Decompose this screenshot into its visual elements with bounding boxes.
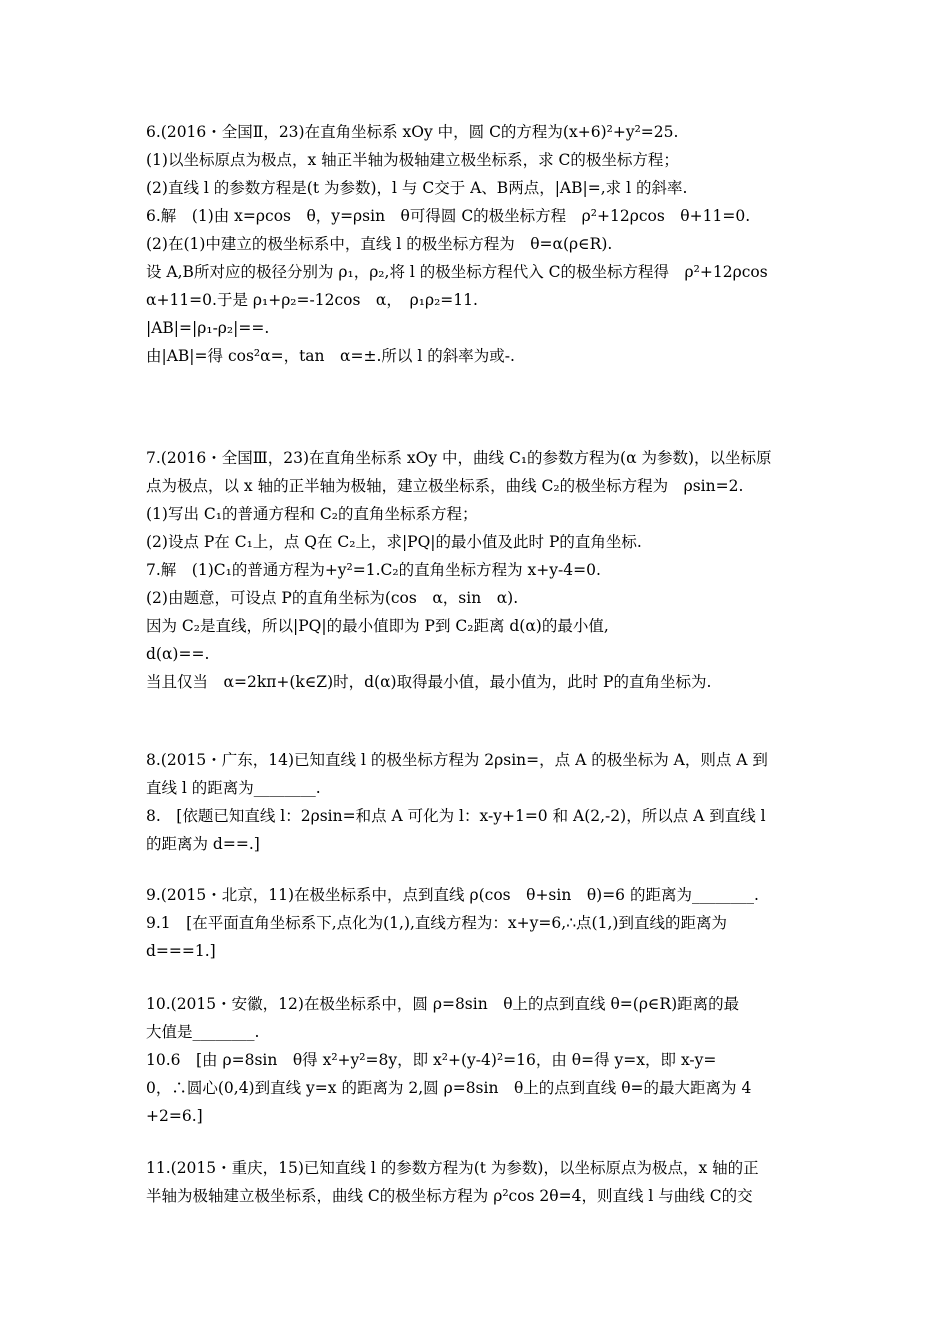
q8-answer-line: 8. [依题已知直线 l：2ρsin=和点 A 可化为 l：x-y+1=0 和 A(2,-2)，所以点 A 到直线 l	[146, 807, 766, 825]
q10-answer-line: 10.6 [由 ρ=8sin θ得 x²+y²=8y，即 x²+(y-4)²=16，由 θ=得 y=x，即 x-y=	[146, 1051, 717, 1069]
q10-answer-line: +2=6.]	[146, 1107, 203, 1125]
q9-answer-line: 9.1 [在平面直角坐标系下,点化为(1,),直线方程为：x+y=6,∴点(1,)到直线的距离为	[146, 914, 727, 932]
q11-title-cont: 半轴为极轴建立极坐标系，曲线 C的极坐标方程为 ρ²cos 2θ=4，则直线 l 与曲线 C的交	[146, 1187, 753, 1205]
q6-solution-line: 6.解 (1)由 x=ρcos θ，y=ρsin θ可得圆 C的极坐标方程 ρ²+12ρcos θ+11=0.	[146, 207, 751, 225]
q6-solution-line: α+11=0.于是 ρ₁+ρ₂=-12cos α， ρ₁ρ₂=11.	[146, 291, 478, 309]
q7-solution-line: 当且仅当 α=2kπ+(k∈Z)时，d(α)取得最小值，最小值为，此时 P的直角坐标为.	[146, 673, 712, 691]
q6-part2: (2)直线 l 的参数方程是(t 为参数)，l 与 C交于 A、B两点，|AB|=,求 l 的斜率.	[146, 179, 688, 197]
q7-part1: (1)写出 C₁的普通方程和 C₂的直角坐标系方程；	[146, 505, 478, 523]
q7-title-cont: 点为极点，以 x 轴的正半轴为极轴，建立极坐标系，曲线 C₂的极坐标方程为 ρsin=2.	[146, 477, 744, 495]
q6-title: 6.(2016・全国Ⅱ，23)在直角坐标系 xOy 中，圆 C的方程为(x+6)²+y²=25.	[146, 123, 679, 141]
q7-solution-line: 因为 C₂是直线，所以|PQ|的最小值即为 P到 C₂距离 d(α)的最小值,	[146, 617, 609, 635]
q7-title: 7.(2016・全国Ⅲ，23)在直角坐标系 xOy 中，曲线 C₁的参数方程为(α 为参数)，以坐标原	[146, 449, 772, 467]
q8-answer-line: 的距离为 d==.]	[146, 835, 260, 853]
q11-title: 11.(2015・重庆，15)已知直线 l 的参数方程为(t 为参数)，以坐标原点为极点，x 轴的正	[146, 1159, 759, 1177]
q6-solution-line: 设 A,B所对应的极径分别为 ρ₁，ρ₂,将 l 的极坐标方程代入 C的极坐标方程得 ρ²+12ρcos	[146, 263, 768, 281]
q8-title-cont: 直线 l 的距离为________.	[146, 779, 321, 797]
q9-title: 9.(2015・北京，11)在极坐标系中，点到直线 ρ(cos θ+sin θ)=6 的距离为________.	[146, 886, 759, 904]
q7-solution-line: 7.解 (1)C₁的普通方程为+y²=1.C₂的直角坐标方程为 x+y-4=0.	[146, 561, 601, 579]
q8-title: 8.(2015・广东，14)已知直线 l 的极坐标方程为 2ρsin=，点 A 的极坐标为 A，则点 A 到	[146, 751, 768, 769]
q7-solution-line: (2)由题意，可设点 P的直角坐标为(cos α，sin α).	[146, 589, 519, 607]
q7-solution-line: d(α)==.	[146, 645, 210, 663]
q10-answer-line: 0，∴圆心(0,4)到直线 y=x 的距离为 2,圆 ρ=8sin θ上的点到直线 θ=的最大距离为 4	[146, 1079, 752, 1097]
q6-solution-line: 由|AB|=得 cos²α=，tan α=±.所以 l 的斜率为或-.	[146, 347, 515, 365]
q6-solution-line: (2)在(1)中建立的极坐标系中，直线 l 的极坐标方程为 θ=α(ρ∈R).	[146, 235, 613, 253]
q10-title: 10.(2015・安徽，12)在极坐标系中，圆 ρ=8sin θ上的点到直线 θ=(ρ∈R)距离的最	[146, 995, 740, 1013]
q9-answer-line: d===1.]	[146, 942, 216, 960]
q10-title-cont: 大值是________.	[146, 1023, 260, 1041]
q6-solution-line: |AB|=|ρ₁-ρ₂|==.	[146, 319, 270, 337]
q7-part2: (2)设点 P在 C₁上，点 Q在 C₂上，求|PQ|的最小值及此时 P的直角坐标.	[146, 533, 642, 551]
q6-part1: (1)以坐标原点为极点，x 轴正半轴为极轴建立极坐标系，求 C的极坐标方程；	[146, 151, 679, 169]
